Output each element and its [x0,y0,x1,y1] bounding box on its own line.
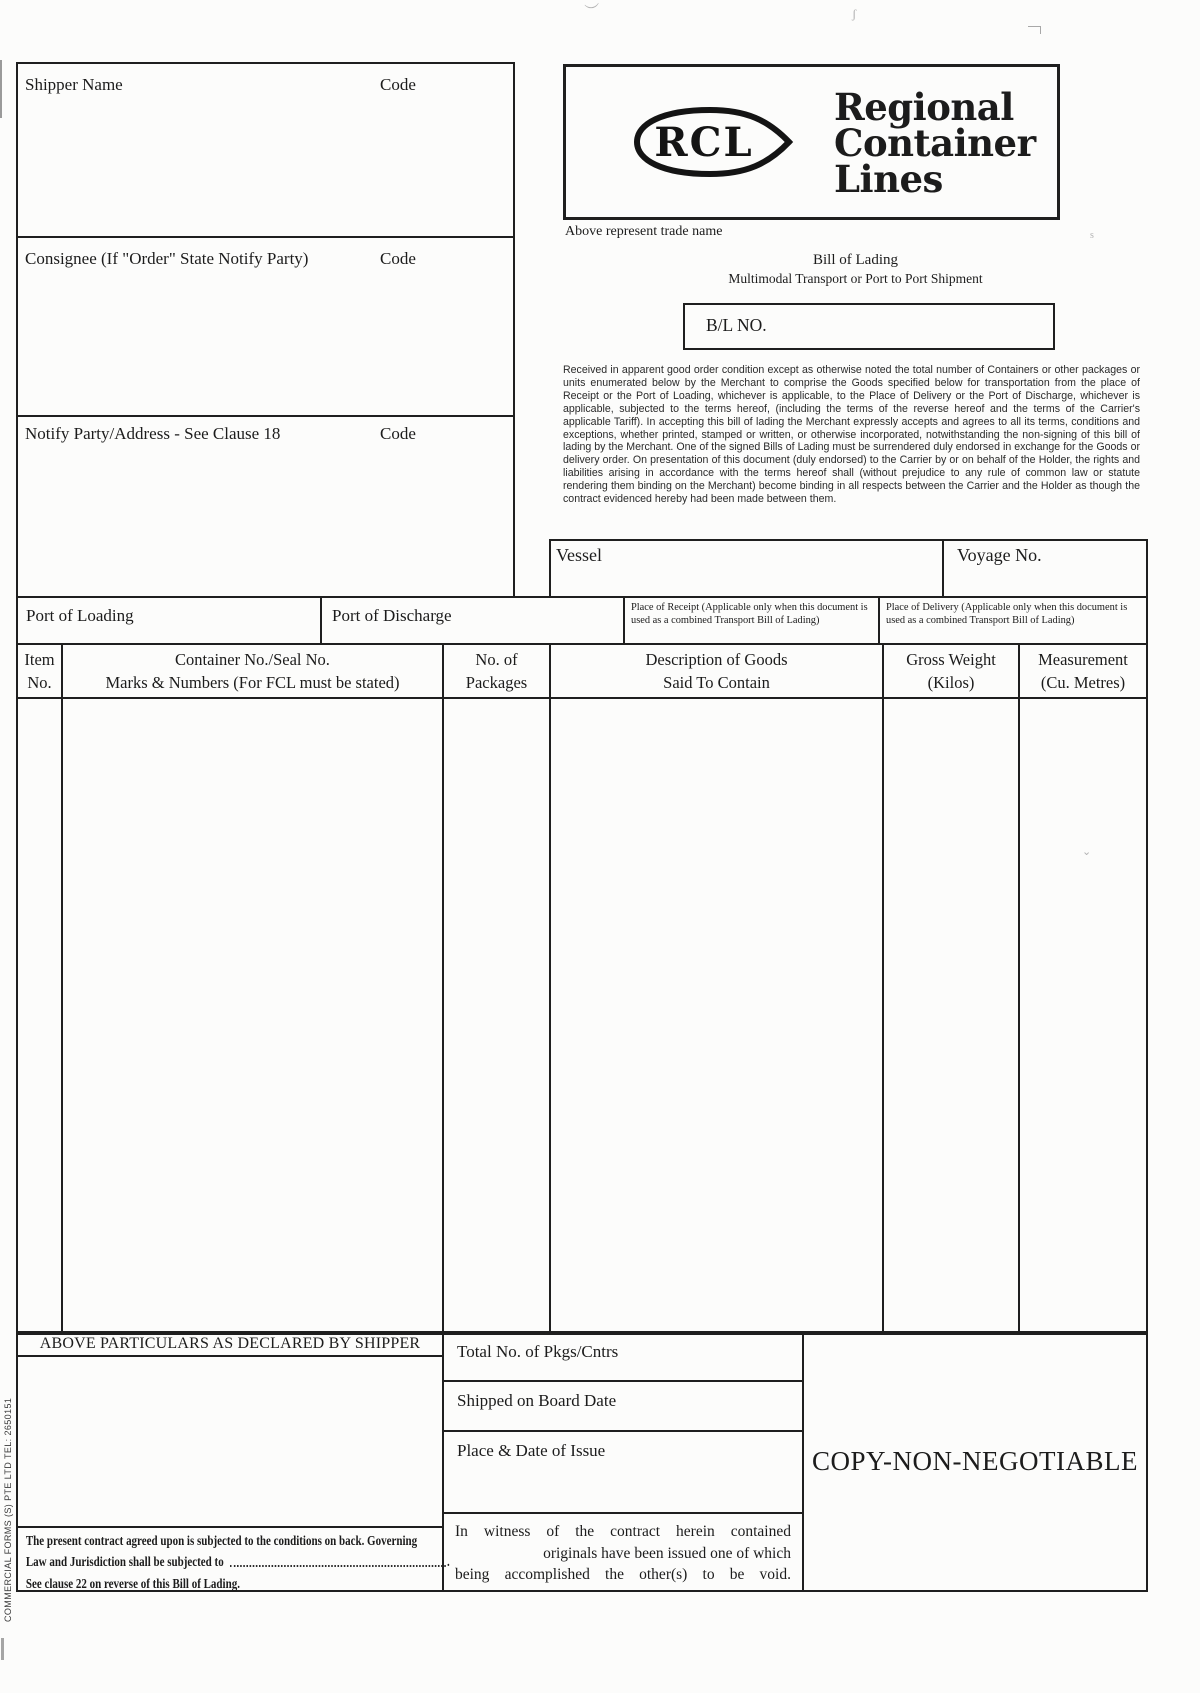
goods-table-body [16,697,1148,1335]
witness-line-2: originals have been issued one of which [543,1544,791,1562]
brand-line-1: Regional [834,85,1014,129]
copy-non-negotiable-stamp: COPY-NON-NEGOTIABLE [812,1446,1138,1476]
port-of-discharge-label: Port of Discharge [332,606,452,625]
witness-line-1: In witness of the contract herein contained [455,1523,791,1540]
col-header-item-no [16,643,63,699]
shipper-field [24,98,507,232]
witness-clause-box [442,1512,804,1592]
rcl-logo-text: RCL [654,119,754,166]
conditions-line-2-prefix: Law and Jurisdiction shall be subjected to [25,1555,224,1570]
shipped-on-board-label: Shipped on Board Date [457,1391,617,1410]
brand-line-2: Container [834,121,1036,165]
voyage-no-label: Voyage No. [957,545,1042,565]
scan-artifact: ʃ [852,6,857,21]
vessel-voyage-divider [942,541,944,596]
total-pkgs-box [442,1331,804,1382]
place-date-issue-box [442,1430,804,1514]
col-gross-weight-line2: (Kilos) [927,673,975,692]
bl-number-label: B/L NO. [706,315,767,335]
col-packages-line2: Packages [465,673,528,692]
scan-artifact [0,60,2,118]
port-of-loading-box [16,596,322,645]
receipt-clause: Received in apparent good order condition except as otherwise noted the total number of Containers or other packages or units enumerated below by the Merchant to comprise the Goods specified below for transportation from the place of Receipt or the Port of Loading, whichever is applicable, to the Place of Delivery or the Port of Discharge, whichever is applicable, subjected to the terms hereof, (including the terms of the reverse hereof and the terms of the Carrier's applicable Tariff). In accepting this bill of lading the Merchant expressly accepts and agrees to all its terms, conditions and exceptions, whether printed, stamped or written, or otherwise incorporated, notwithstanding the non-signing of this bill of lading by the Merchant. One of the signed Bills of Lading must be surrendered duly endorsed in exchange for the Goods or delivery order. On presentation of this document (duly endorsed) to the Carrier by or on behalf of the Holder, the rights and liabilities arising in accordance with the terms hereof shall (without prejudice to any rule of common law or statute rendering them binding on the Merchant) become binding in all respects between the Carrier and the Holder as though the contract evidenced hereby had been made between them. [563,364,1140,506]
port-of-loading-label: Port of Loading [26,606,134,625]
table-column-divider [1018,699,1020,1333]
shipper-name-label: Shipper Name [25,75,123,94]
notify-party-field [24,447,507,592]
carrier-logo-box [563,64,1060,220]
vessel-box [549,539,1148,598]
jurisdiction-fill-line [230,1565,445,1567]
consignee-box [16,236,515,417]
conditions-line-3: See clause 22 on reverse of this Bill of Lading. [25,1577,240,1592]
scan-artifact: s [1090,230,1094,241]
scan-artifact [1,1638,4,1660]
shipped-on-board-box [442,1380,804,1432]
col-container-line2: Marks & Numbers (For FCL must be stated) [105,673,400,692]
col-header-measurement [1018,643,1148,699]
copy-stamp-box [802,1331,1148,1592]
doc-title: Bill of Lading [813,252,898,268]
col-item-line1: Item [24,650,55,669]
scan-artifact: ⌄ [1082,846,1092,858]
vessel-label: Vessel [556,545,602,565]
conditions-line-2-suffix: . [447,1555,450,1570]
bl-number-field [795,313,1045,342]
col-measurement-line1: Measurement [1038,650,1128,669]
place-of-delivery-label: Place of Delivery (Applicable only when this document is used as a combined Transport Bill of Lading) [886,602,1128,626]
shipper-box [16,62,515,238]
port-of-discharge-box [320,596,625,645]
rcl-logo-icon [628,105,796,179]
col-header-description [549,643,884,699]
col-description-line1: Description of Goods [645,650,788,669]
conditions-line-1: The present contract agreed upon is subjected to the conditions on back. Governing [25,1534,418,1549]
place-of-receipt-box [623,596,880,645]
trade-name-note: Above represent trade name [565,224,723,239]
place-of-delivery-box [878,596,1148,645]
conditions-line-2 [26,1555,450,1571]
conditions-box [16,1526,450,1592]
consignee-field [24,272,507,411]
scan-artifact [1028,26,1041,34]
conditions-text [18,1528,458,1597]
consignee-label: Consignee (If "Order" State Notify Party) [25,249,309,268]
notify-party-label: Notify Party/Address - See Clause 18 [25,424,281,443]
table-column-divider [61,699,63,1333]
brand-line-3: Lines [834,157,943,201]
place-of-receipt-label: Place of Receipt (Applicable only when this document is used as a combined Transport Bill of Lading) [631,602,868,626]
place-date-issue-label: Place & Date of Issue [457,1441,606,1460]
table-column-divider [549,699,551,1333]
table-column-divider [882,699,884,1333]
col-packages-line1: No. of [475,650,518,669]
notify-party-box [16,415,515,598]
total-pkgs-label: Total No. of Pkgs/Cntrs [457,1342,619,1361]
printer-credit: COMMERCIAL FORMS (S) PTE LTD TEL: 2650151 [3,1397,13,1622]
bl-number-box [683,303,1055,350]
witness-line-3: being accomplished the other(s) to be void. [455,1566,791,1583]
declared-particulars-header: ABOVE PARTICULARS AS DECLARED BY SHIPPER [18,1333,442,1357]
col-item-line2: No. [27,673,52,692]
col-description-line2: Said To Contain [663,673,770,692]
col-measurement-line2: (Cu. Metres) [1040,673,1126,692]
table-column-divider [442,699,444,1333]
scan-artifact: ︶ [584,3,602,21]
notify-code-label: Code [380,424,416,443]
doc-subtitle: Multimodal Transport or Port to Port Shipment [728,271,983,286]
col-header-no-of-packages [442,643,551,699]
col-header-container-marks [61,643,444,699]
shipper-code-label: Code [380,75,416,94]
brand-name [834,85,1036,201]
col-gross-weight-line1: Gross Weight [906,650,996,669]
consignee-code-label: Code [380,249,416,268]
col-header-gross-weight [882,643,1020,699]
col-container-line1: Container No./Seal No. [175,650,330,669]
